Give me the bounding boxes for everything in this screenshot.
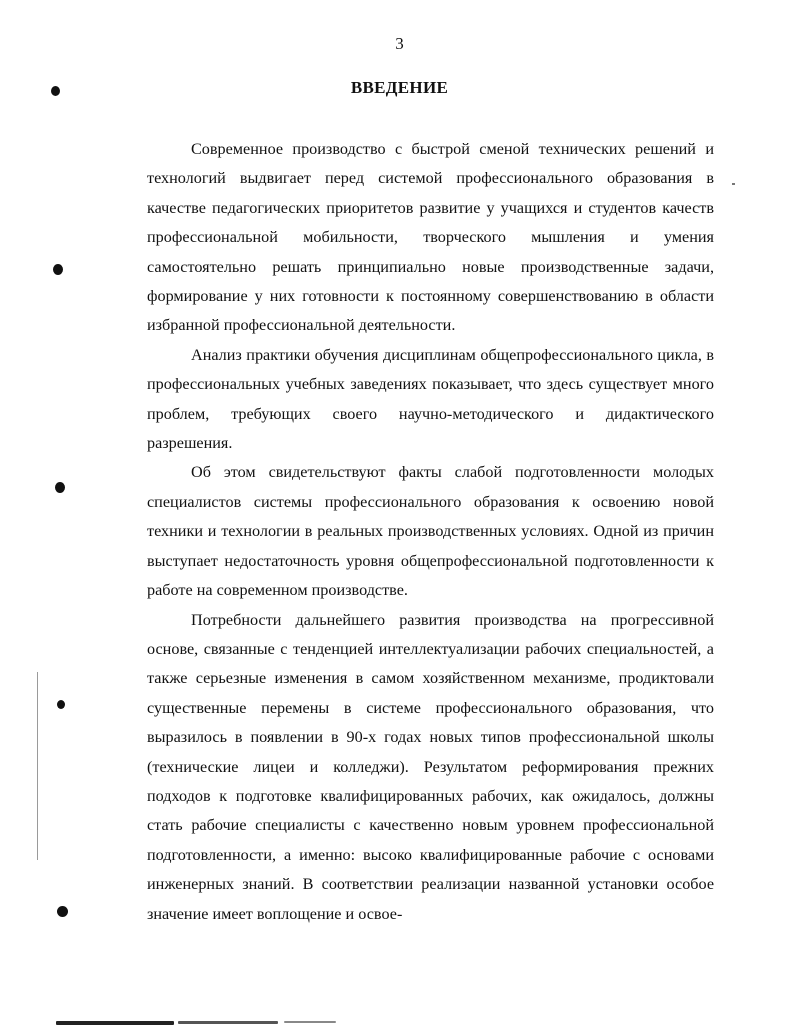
punch-hole-mark: [57, 906, 68, 917]
punch-hole-mark: [55, 482, 65, 493]
punch-hole-mark: [57, 700, 65, 709]
section-heading: ВВЕДЕНИЕ: [350, 78, 449, 97]
bottom-edge-bar: [56, 1021, 174, 1025]
paragraph-1: Современное производство с быстрой сменой технических решений и технологий выдвигает перед системой профессионального образования в качестве педагогических приоритетов развитие у учащихся и студентов качеств профессиональной мобильности, творческого мышления и умения самостоятельно решать принципиально новые производственные задачи, формирование у них готовности к постоянному совершенствованию в области избранной профессиональной деятельности.: [147, 140, 714, 335]
punch-hole-mark: [51, 86, 60, 96]
page-number: 3: [395, 34, 404, 53]
paragraph-2: Анализ практики обучения дисциплинам общепрофессионального цикла, в профессиональных учебных заведениях показывает, что здесь существует много проблем, требующих своего научно-методического и дидактического разрешения.: [147, 345, 714, 453]
bottom-edge-bar: [178, 1021, 278, 1024]
punch-hole-mark: [53, 264, 63, 275]
margin-line: [37, 672, 38, 860]
bottom-edge-bar: [284, 1021, 336, 1023]
paragraph-3: Об этом свидетельствуют факты слабой подготовленности молодых специалистов системы профессионального образования к освоению новой техники и технологии в реальных производственных условиях. Одной из причин выступает недостаточность уровня общепрофессиональной подготовленности к работе на современном производстве.: [147, 463, 714, 600]
paragraph-4: Потребности дальнейшего развития производства на прогрессивной основе, связанные с тенденцией интеллектуализации рабочих специальностей, а также серьезные изменения в самом хозяйственном механизме, продиктовали существенные перемены в системе профессионального образования, что выразилось в появлении в 90-х годах новых типов профессиональной школы (технические лицеи и колледжи). Результатом реформирования прежних подходов к подготовке квалифицированных рабочих, как ожидалось, должны стать рабочие специалисты с качественно новым уровнем профессиональной подготовленности, а именно: высоко квалифицированные рабочие с основами инженерных знаний. В соответствии реализации названной установки особое значение имеет воплощение и освое-: [147, 610, 714, 923]
scan-speck: [732, 183, 735, 185]
body-text: [147, 135, 714, 929]
